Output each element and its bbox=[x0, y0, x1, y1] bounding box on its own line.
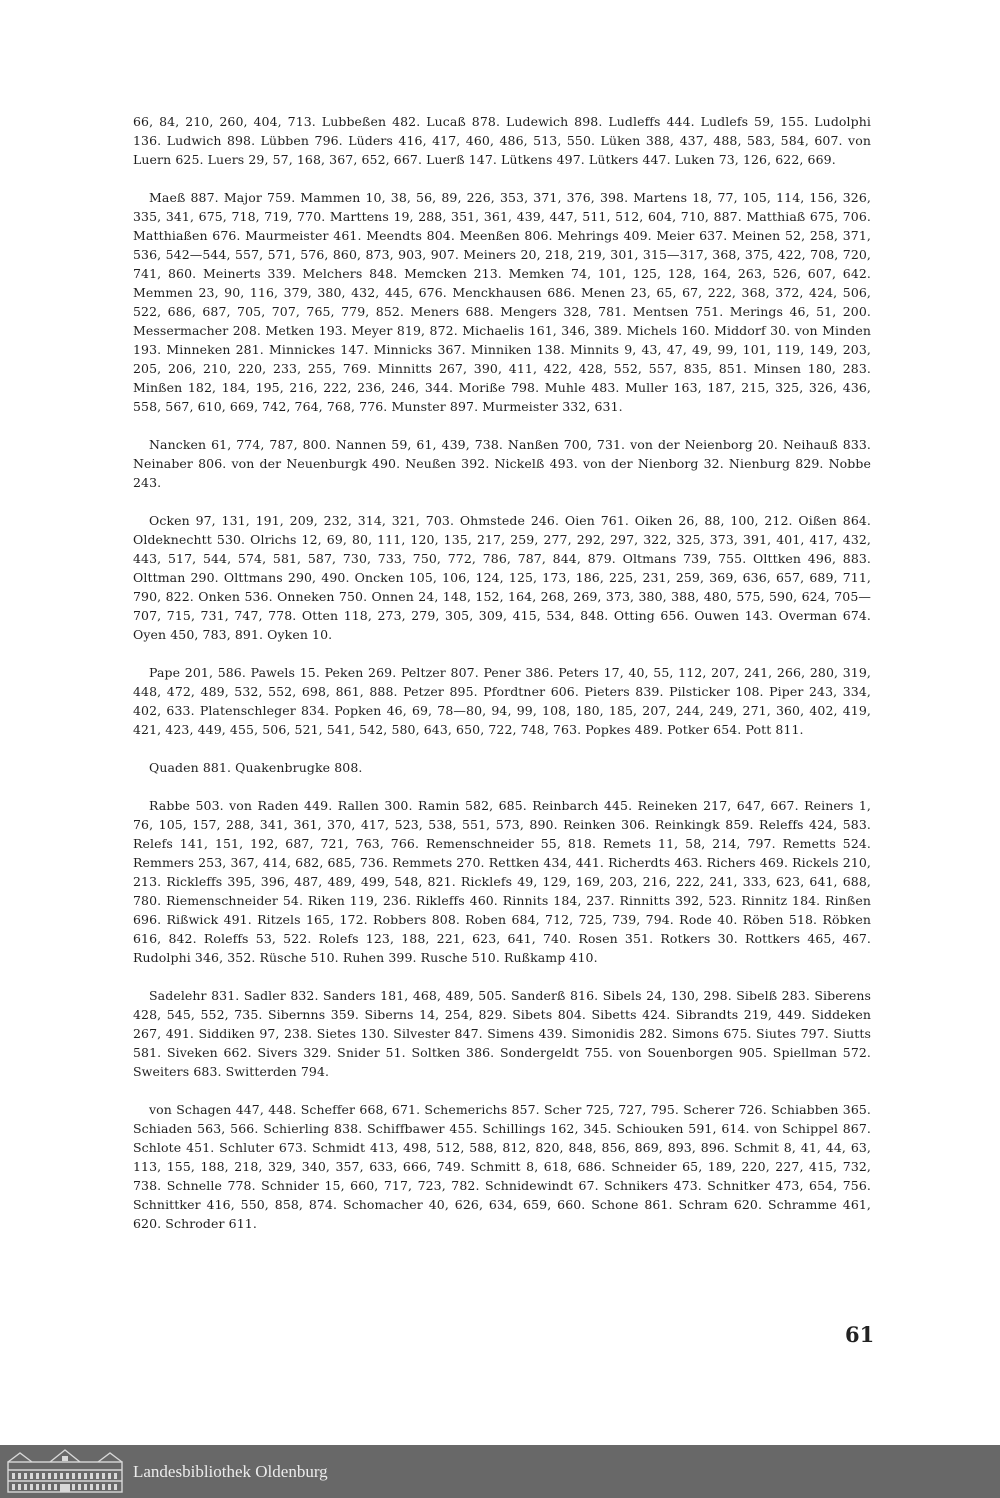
index-paragraph-m: Maeß 887. Major 759. Mammen 10, 38, 56, 89, 226, 353, 371, 376, 398. Martens 18, 77, 105, 114, 156, 326, 335, 341, 675, 718, 719, 770. Marttens 19, 288, 351, 361, 439, 447, 511, 512, 604, 710, 887. Matthiaß 675, 706. Matthiaßen 676. Maurmeister 461. Meendts 804. Meenßen 806. Mehrings 409. Meier 637. Meinen 52, 258, 371, 536, 542—544, 557, 571, 576, 860, 873, 903, 907. Meiners 20, 218, 219, 301, 315—317, 368, 375, 422, 708, 720, 741, 860. Meinerts 339. Melchers 848. Memcken 213. Memken 74, 101, 125, 128, 164, 263, 526, 607, 642. Memmen 23, 90, 116, 379, 380, 432, 445, 676. Menckhausen 686. Menen 23, 65, 67, 222, 368, 372, 424, 506, 522, 686, 687, 705, 707, 765, 779, 852. Meners 688. Mengers 328, 781. Mentsen 751. Merings 46, 51, 200. Messermacher 208. Metken 193. Meyer 819, 872. Michaelis 161, 346, 389. Michels 160. Middorf 30. von Minden 193. Minneken 281. Minnickes 147. Minnicks 367. Minniken 138. Minnits 9, 43, 47, 49, 99, 101, 119, 149, 203, 205, 206, 210, 220, 233, 255, 769. Minnitts 267, 390, 411, 422, 428, 552, 557, 835, 851. Minsen 180, 283. Minßen 182, 184, 195, 216, 222, 236, 246, 344. Moriße 798. Muhle 483. Muller 163, 187, 215, 325, 326, 436, 558, 567, 610, 669, 742, 764, 768, 776. Munster 897. Murmeister 332, 631. bbox=[133, 190, 871, 414]
index-paragraph-q: Quaden 881. Quakenbrugke 808. bbox=[149, 760, 363, 775]
index-paragraph-s: Sadelehr 831. Sadler 832. Sanders 181, 468, 489, 505. Sanderß 816. Sibels 24, 130, 298. Sibelß 283. Siberens 428, 545, 552, 735. Sibernns 359. Siberns 14, 254, 829. Sibets 804. Sibetts 424. Sibrandts 219, 449. Siddeken 267, 491. Siddiken 97, 238. Sietes 130. Silvester 847. Simens 439. Simonidis 282. Simons 675. Siutes 797. Siutts 581. Siveken 662. Sivers 329. Snider 51. Soltken 386. Sondergeldt 755. von Souenborgen 905. Spiellman 572. Sweiters 683. Switterden 794. bbox=[133, 988, 871, 1079]
library-footer-bar bbox=[0, 1445, 1000, 1498]
index-paragraph-sch: von Schagen 447, 448. Scheffer 668, 671. Schemerichs 857. Scher 725, 727, 795. Scherer 726. Schiabben 365. Schiaden 563, 566. Schierling 838. Schiffbawer 455. Schillings 162, 345. Schiouken 591, 614. von Schippel 867. Schlote 451. Schluter 673. Schmidt 413, 498, 512, 588, 812, 820, 848, 856, 869, 893, 896. Schmit 8, 41, 44, 63, 113, 155, 188, 218, 329, 340, 357, 633, 666, 749. Schmitt 8, 618, 686. Schneider 65, 189, 220, 227, 415, 732, 738. Schnelle 778. Schnider 15, 660, 717, 723, 782. Schnidewindt 67. Schnikers 473. Schnitker 473, 654, 756. Schnittker 416, 550, 858, 874. Schomacher 40, 626, 634, 659, 660. Schone 861. Schram 620. Schramme 461, 620. Schroder 611. bbox=[133, 1102, 871, 1231]
index-paragraph-p: Pape 201, 586. Pawels 15. Peken 269. Peltzer 807. Pener 386. Peters 17, 40, 55, 112, 207, 241, 266, 280, 319, 448, 472, 489, 532, 552, 698, 861, 888. Petzer 895. Pfordtner 606. Pieters 839. Pilsticker 108. Piper 243, 334, 402, 633. Platenschleger 834. Popken 46, 69, 78—80, 94, 99, 108, 180, 185, 207, 244, 249, 271, 360, 402, 419, 421, 423, 449, 455, 506, 521, 541, 542, 580, 643, 650, 722, 748, 763. Popkes 489. Potker 654. Pott 811. bbox=[133, 665, 871, 737]
index-paragraph-l: 66, 84, 210, 260, 404, 713. Lubbeßen 482. Lucaß 878. Ludewich 898. Ludleffs 444. Ludlefs 59, 155. Ludolphi 136. Ludwich 898. Lübben 796. Lüders 416, 417, 460, 486, 513, 550. Lüken 388, 437, 488, 583, 584, 607. von Luern 625. Luers 29, 57, 168, 367, 652, 667. Luerß 147. Lütkens 497. Lütkers 447. Luken 73, 126, 622, 669. bbox=[133, 114, 871, 167]
index-paragraph-o: Ocken 97, 131, 191, 209, 232, 314, 321, 703. Ohmstede 246. Oien 761. Oiken 26, 88, 100, 212. Oißen 864. Oldeknechtt 530. Olrichs 12, 69, 80, 111, 120, 135, 217, 259, 277, 292, 297, 322, 325, 373, 391, 401, 417, 432, 443, 517, 544, 574, 581, 587, 730, 733, 750, 772, 786, 787, 844, 879. Oltmans 739, 755. Olttken 496, 883. Olttman 290. Olttmans 290, 490. Oncken 105, 106, 124, 125, 173, 186, 225, 231, 259, 369, 636, 657, 689, 711, 790, 822. Onken 536. Onneken 750. Onnen 24, 148, 152, 164, 268, 269, 373, 380, 388, 480, 575, 590, 624, 705—707, 715, 731, 747, 778. Otten 118, 273, 279, 305, 309, 415, 534, 848. Otting 656. Ouwen 143. Overman 674. Oyen 450, 783, 891. Oyken 10. bbox=[133, 513, 871, 642]
page-number: 61 bbox=[845, 1322, 875, 1347]
index-paragraph-r: Rabbe 503. von Raden 449. Rallen 300. Ramin 582, 685. Reinbarch 445. Reineken 217, 647, 667. Reiners 1, 76, 105, 157, 288, 341, 361, 370, 417, 523, 538, 551, 573, 890. Reinken 306. Reinkingk 859. Releffs 424, 583. Relefs 141, 151, 192, 687, 721, 763, 766. Remenschneider 55, 818. Remets 11, 58, 214, 797. Remetts 524. Remmers 253, 367, 414, 682, 685, 736. Remmets 270. Rettken 434, 441. Richerdts 463. Richers 469. Rickels 210, 213. Rickleffs 395, 396, 487, 489, 499, 548, 821. Ricklefs 49, 129, 169, 203, 216, 222, 241, 333, 623, 641, 688, 780. Riemenschneider 54. Riken 119, 236. Rikleffs 460. Rinnits 184, 237. Rinnitts 392, 523. Rinnitz 184. Rinßen 696. Rißwick 491. Ritzels 165, 172. Robbers 808. Roben 684, 712, 725, 739, 794. Rode 40. Röben 518. Röbken 616, 842. Roleffs 53, 522. Rolefs 123, 188, 221, 623, 641, 740. Rosen 351. Rotkers 30. Rottkers 465, 467. Rudolphi 346, 352. Rüsche 510. Ruhen 399. Rusche 510. Rußkamp 410. bbox=[133, 798, 871, 965]
library-building-icon bbox=[6, 1448, 124, 1498]
index-text-body bbox=[133, 112, 871, 1252]
library-name: Landesbibliothek Oldenburg bbox=[133, 1462, 328, 1481]
index-paragraph-n: Nancken 61, 774, 787, 800. Nannen 59, 61, 439, 738. Nanßen 700, 731. von der Neienborg 20. Neihauß 833. Neinaber 806. von der Neuenburgk 490. Neußen 392. Nickelß 493. von der Nienborg 32. Nienburg 829. Nobbe 243. bbox=[133, 437, 871, 490]
